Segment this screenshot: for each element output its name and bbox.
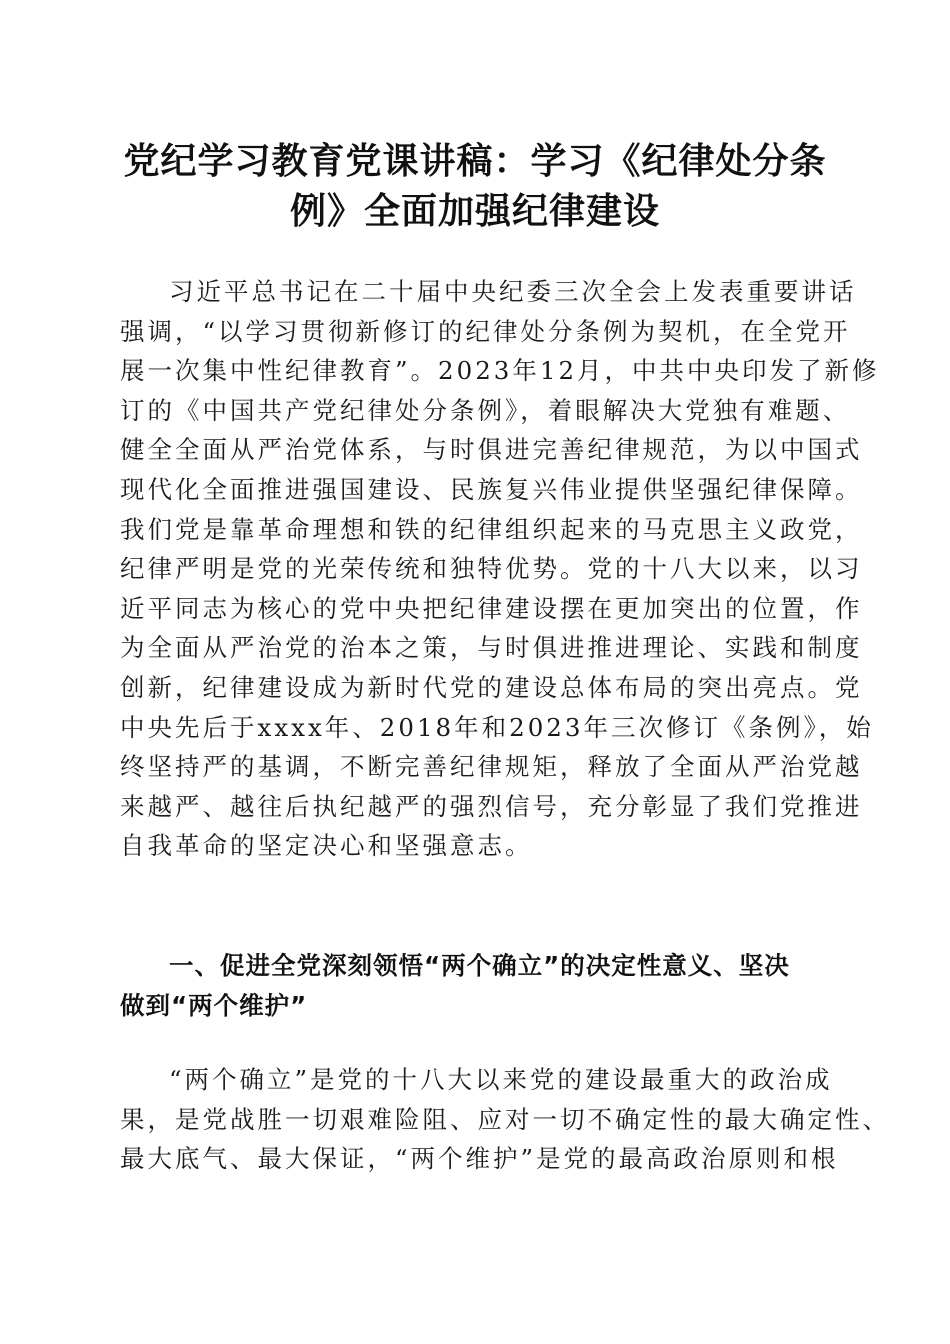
paragraph-line: 习近平总书记在二十届中央纪委三次全会上发表重要讲话 xyxy=(169,277,857,306)
paragraph-line: 纪律严明是党的光荣传统和独特优势。党的十八大以来，以习 xyxy=(120,554,863,584)
paragraph-line: 自我革命的坚定决心和坚强意志。 xyxy=(120,831,533,861)
title-line: 例》全面加强纪律建设 xyxy=(289,190,660,232)
paragraph-line: 近平同志为核心的党中央把纪律建设摆在更加突出的位置，作 xyxy=(120,593,863,623)
heading-line: 一、促进全党深刻领悟“两个确立”的决定性意义、坚决 xyxy=(169,951,790,980)
paragraph-line: 果，是党战胜一切艰难险阻、应对一切不确定性的最大确定性、 xyxy=(120,1104,890,1134)
paragraph-intro xyxy=(120,272,880,866)
heading-line: 做到“两个维护” xyxy=(120,990,308,1020)
paragraph-line: 强调，“以学习贯彻新修订的纪律处分条例为契机，在全党开 xyxy=(120,316,851,346)
paragraph-line: “两个确立”是党的十八大以来党的建设最重大的政治成 xyxy=(169,1065,833,1094)
paragraph-line: 中央先后于xxxx年、2018年和2023年三次修订《条例》，始 xyxy=(120,712,874,742)
paragraph-line: 现代化全面推进强国建设、民族复兴伟业提供坚强纪律保障。 xyxy=(120,474,863,504)
paragraph-line: 最大底气、最大保证，“两个维护”是党的最高政治原则和根 xyxy=(120,1144,839,1174)
paragraph-line: 终坚持严的基调，不断完善纪律规矩，释放了全面从严治党越 xyxy=(120,752,863,782)
paragraph-line: 展一次集中性纪律教育”。2023年12月，中共中央印发了新修 xyxy=(120,356,880,386)
title-line: 党纪学习教育党课讲稿：学习《纪律处分条 xyxy=(123,140,827,182)
paragraph-line: 为全面从严治党的治本之策，与时俱进推进理论、实践和制度 xyxy=(120,633,863,663)
paragraph-line: 我们党是靠革命理想和铁的纪律组织起来的马克思主义政党， xyxy=(120,514,863,544)
paragraph-line: 订的《中国共产党纪律处分条例》，着眼解决大党独有难题、 xyxy=(120,395,851,425)
paragraph-line: 健全全面从严治党体系，与时俱进完善纪律规范，为以中国式 xyxy=(120,435,863,465)
paragraph-section-one xyxy=(120,1060,890,1179)
section-heading xyxy=(120,946,830,1025)
document-title xyxy=(120,136,830,236)
paragraph-line: 来越严、越往后执纪越严的强烈信号，充分彰显了我们党推进 xyxy=(120,791,863,821)
paragraph-line: 创新，纪律建设成为新时代党的建设总体布局的突出亮点。党 xyxy=(120,672,863,702)
